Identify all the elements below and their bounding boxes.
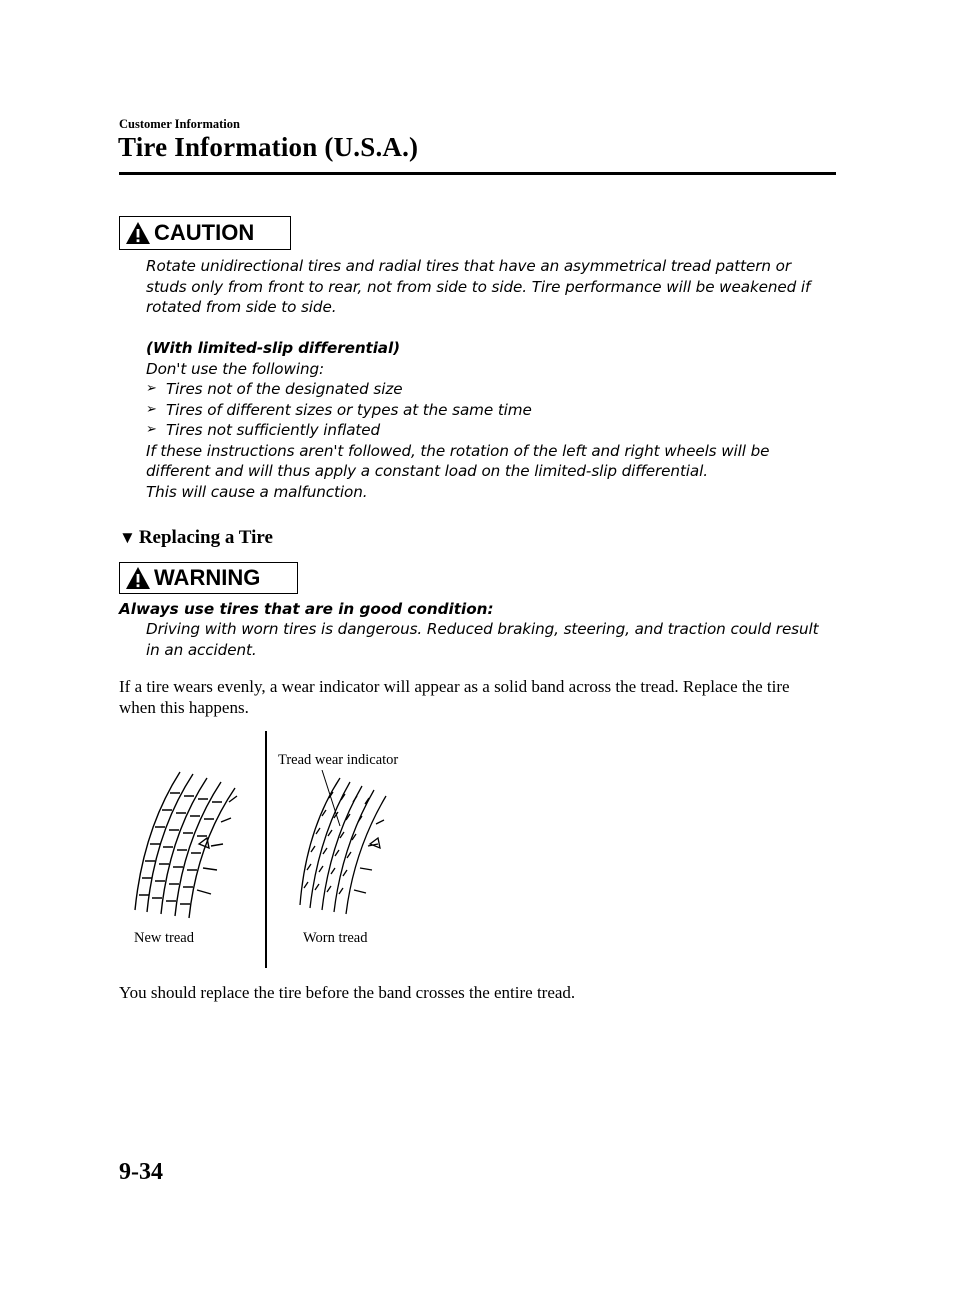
spacer bbox=[146, 318, 826, 339]
caution-paragraph: This will cause a malfunction. bbox=[146, 482, 368, 501]
caution-body bbox=[146, 256, 826, 502]
bullet-arrow-icon: ➢ bbox=[146, 401, 157, 417]
figure-divider bbox=[265, 731, 267, 968]
bullet-arrow-icon: ➢ bbox=[146, 422, 157, 437]
warning-triangle-icon bbox=[125, 221, 151, 245]
lsd-heading: (With limited-slip differential) bbox=[146, 339, 400, 357]
worn-tread-illustration bbox=[292, 770, 402, 920]
caution-label: CAUTION bbox=[154, 220, 255, 245]
list-item: ➢ Tires not sufficiently inflated bbox=[146, 421, 381, 439]
list-item: ➢ Tires of different sizes or types at the same time bbox=[146, 400, 532, 419]
triangle-down-icon: ▼ bbox=[119, 528, 136, 547]
title-rule bbox=[119, 172, 836, 175]
section-label: Customer Information bbox=[119, 117, 240, 131]
caution-badge bbox=[119, 216, 291, 250]
caution-paragraph: Rotate unidirectional tires and radial tires that have an asymmetrical tread pattern or studs only from front to rear, not from side to side. Tire performance will be weakened if rotated from side to side. bbox=[146, 257, 811, 316]
dont-use-text: Don't use the following: bbox=[146, 359, 325, 378]
tread-wear-indicator-label: Tread wear indicator bbox=[278, 752, 399, 768]
caution-paragraph: If these instructions aren't followed, the rotation of the left and right wheels will be different and will thus apply a constant load on the limited-slip differential. bbox=[146, 441, 770, 480]
page-title: Tire Information (U.S.A.) bbox=[118, 132, 419, 162]
body-paragraph: You should replace the tire before the band crosses the entire tread. bbox=[119, 983, 576, 1002]
subsection-heading: ▼ Replacing a Tire bbox=[119, 527, 273, 548]
warning-triangle-icon bbox=[125, 566, 151, 590]
bullet-arrow-icon: ➢ bbox=[146, 381, 157, 396]
new-tread-illustration bbox=[125, 760, 255, 925]
warning-heading: Always use tires that are in good condition: bbox=[119, 600, 494, 618]
new-tread-label: New tread bbox=[134, 930, 194, 946]
warning-badge bbox=[119, 562, 298, 594]
list-item: ➢ Tires not of the designated size bbox=[146, 380, 403, 398]
warning-body: Driving with worn tires is dangerous. Reduced braking, steering, and traction could result in an accident. bbox=[146, 620, 819, 659]
warning-label: WARNING bbox=[154, 565, 261, 590]
page-number: 9-34 bbox=[119, 1159, 163, 1185]
worn-tread-label: Worn tread bbox=[303, 930, 368, 946]
body-paragraph: If a tire wears evenly, a wear indicator will appear as a solid band across the tread. Replace the tire when this happens. bbox=[119, 677, 790, 717]
caution-bullet-list bbox=[146, 379, 826, 441]
